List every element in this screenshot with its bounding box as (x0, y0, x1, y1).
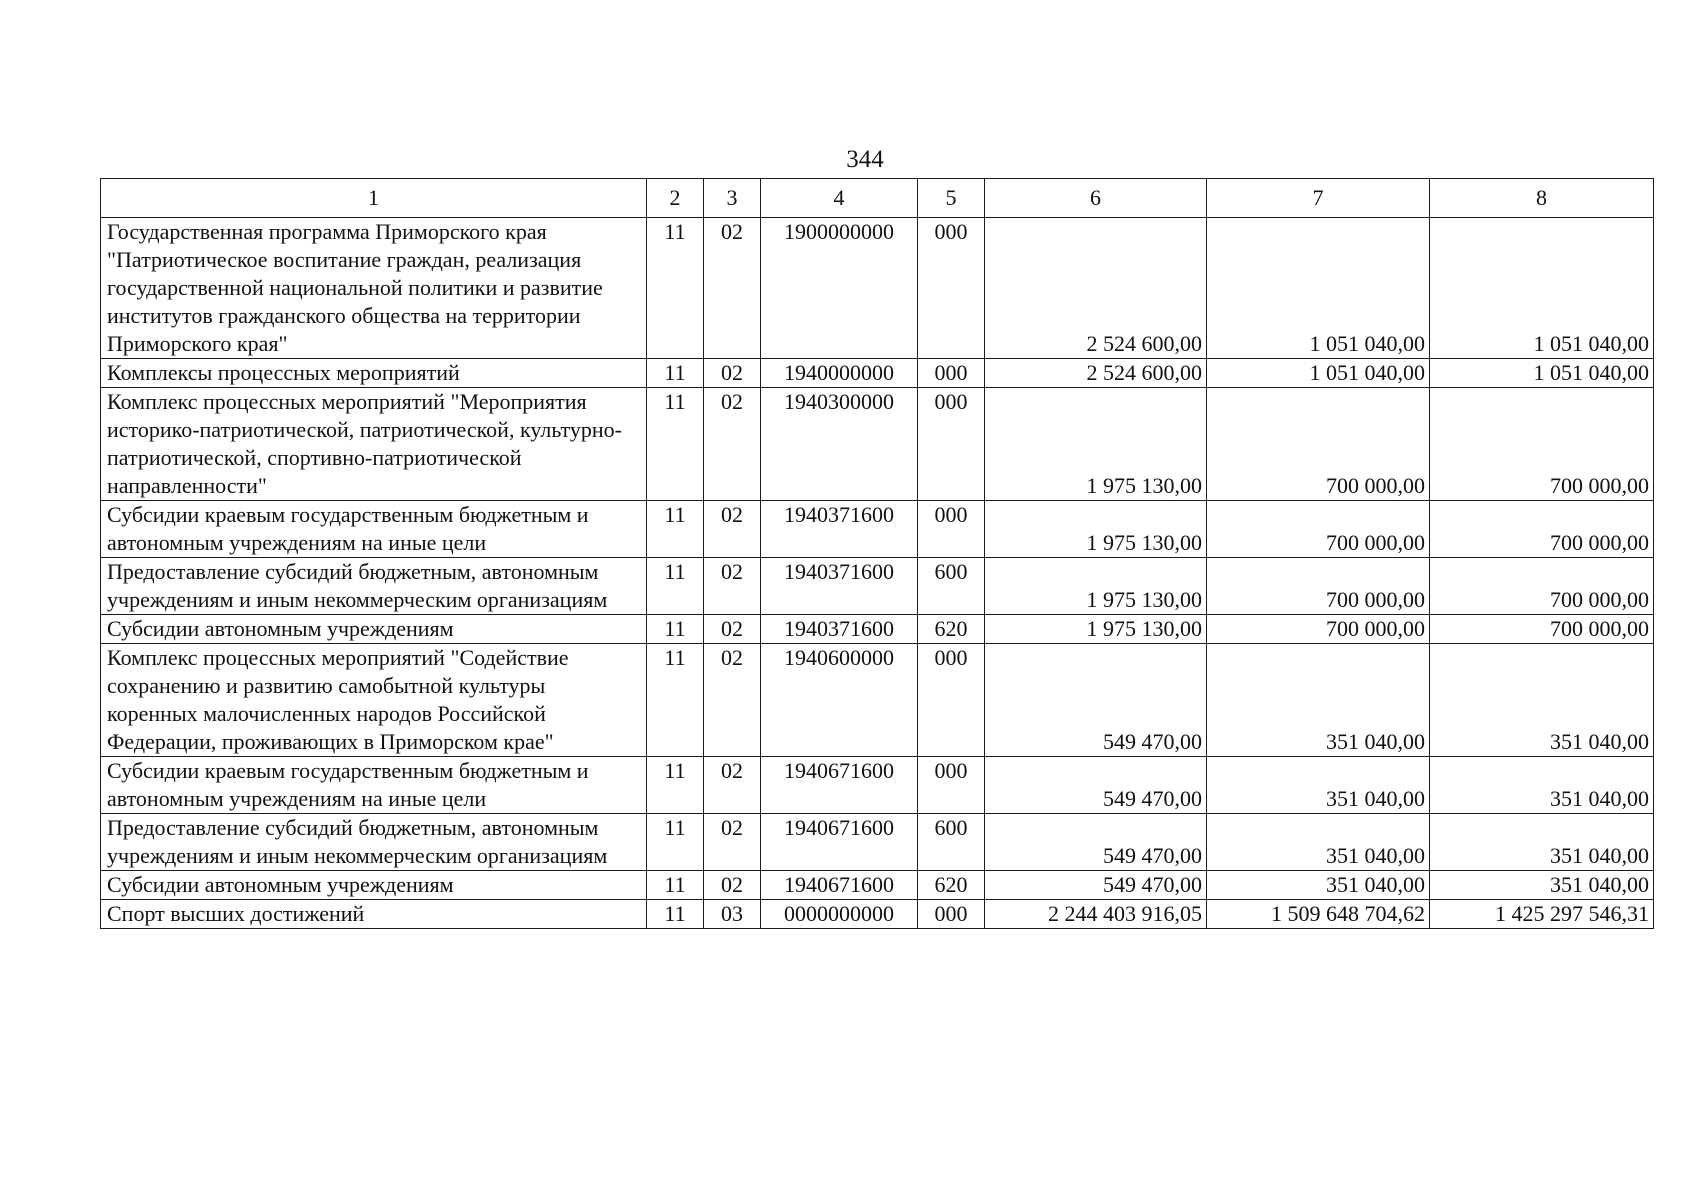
section-code-cell: 11 (647, 814, 704, 871)
expense-type-cell: 620 (918, 871, 985, 900)
section-code-cell: 11 (647, 644, 704, 757)
subsection-code-cell: 02 (704, 558, 761, 615)
amount-col8-cell: 700 000,00 (1430, 388, 1654, 501)
table-row (101, 871, 1654, 900)
table-row (101, 900, 1654, 929)
amount-col8-cell: 700 000,00 (1430, 501, 1654, 558)
subsection-code-cell: 02 (704, 644, 761, 757)
amount-col6-cell: 1 975 130,00 (985, 615, 1207, 644)
target-article-cell: 1940371600 (761, 501, 918, 558)
amount-col6-cell: 549 470,00 (985, 644, 1207, 757)
subsection-code-cell: 02 (704, 871, 761, 900)
header-cell: 7 (1207, 179, 1430, 218)
target-article-cell: 1940300000 (761, 388, 918, 501)
table-row (101, 615, 1654, 644)
header-cell: 6 (985, 179, 1207, 218)
expense-type-cell: 000 (918, 757, 985, 814)
expense-type-cell: 000 (918, 359, 985, 388)
subsection-code-cell: 02 (704, 218, 761, 359)
header-cell: 1 (101, 179, 647, 218)
subsection-code-cell: 03 (704, 900, 761, 929)
subsection-code-cell: 02 (704, 359, 761, 388)
header-cell: 2 (647, 179, 704, 218)
expense-type-cell: 600 (918, 558, 985, 615)
amount-col8-cell: 1 051 040,00 (1430, 218, 1654, 359)
header-cell: 5 (918, 179, 985, 218)
row-name-cell: Комплекс процессных мероприятий "Мероприятия историко-патриотической, патриотической, культурно-патриотической, спортивно-патриотической направленности" (101, 388, 647, 501)
target-article-cell: 1940000000 (761, 359, 918, 388)
section-code-cell: 11 (647, 757, 704, 814)
target-article-cell: 1940371600 (761, 558, 918, 615)
section-code-cell: 11 (647, 388, 704, 501)
amount-col8-cell: 351 040,00 (1430, 644, 1654, 757)
amount-col8-cell: 351 040,00 (1430, 814, 1654, 871)
amount-col6-cell: 549 470,00 (985, 814, 1207, 871)
row-name-cell: Субсидии краевым государственным бюджетным и автономным учреждениям на иные цели (101, 757, 647, 814)
row-name-cell: Субсидии автономным учреждениям (101, 615, 647, 644)
section-code-cell: 11 (647, 501, 704, 558)
row-name-cell: Предоставление субсидий бюджетным, автономным учреждениям и иным некоммерческим организациям (101, 814, 647, 871)
amount-col6-cell: 549 470,00 (985, 757, 1207, 814)
row-name-cell: Комплексы процессных мероприятий (101, 359, 647, 388)
table-row (101, 757, 1654, 814)
table-row (101, 501, 1654, 558)
row-name-cell: Предоставление субсидий бюджетным, автономным учреждениям и иным некоммерческим организациям (101, 558, 647, 615)
row-name-cell: Государственная программа Приморского края "Патриотическое воспитание граждан, реализация государственной национальной политики и развитие институтов гражданского общества на территории Приморского края" (101, 218, 647, 359)
header-cell: 8 (1430, 179, 1654, 218)
expense-type-cell: 620 (918, 615, 985, 644)
amount-col7-cell: 700 000,00 (1207, 558, 1430, 615)
amount-col6-cell: 1 975 130,00 (985, 558, 1207, 615)
expense-type-cell: 600 (918, 814, 985, 871)
table-row (101, 388, 1654, 501)
amount-col8-cell: 700 000,00 (1430, 615, 1654, 644)
amount-col7-cell: 351 040,00 (1207, 644, 1430, 757)
table-row (101, 218, 1654, 359)
section-code-cell: 11 (647, 900, 704, 929)
page-number: 344 (846, 146, 884, 173)
amount-col6-cell: 2 244 403 916,05 (985, 900, 1207, 929)
target-article-cell: 1940671600 (761, 871, 918, 900)
table-row (101, 558, 1654, 615)
target-article-cell: 1940671600 (761, 757, 918, 814)
expense-type-cell: 000 (918, 501, 985, 558)
subsection-code-cell: 02 (704, 814, 761, 871)
target-article-cell: 1940371600 (761, 615, 918, 644)
subsection-code-cell: 02 (704, 501, 761, 558)
subsection-code-cell: 02 (704, 388, 761, 501)
header-row (101, 179, 1654, 218)
section-code-cell: 11 (647, 359, 704, 388)
amount-col7-cell: 700 000,00 (1207, 501, 1430, 558)
amount-col8-cell: 351 040,00 (1430, 757, 1654, 814)
amount-col7-cell: 1 051 040,00 (1207, 359, 1430, 388)
table-row (101, 814, 1654, 871)
section-code-cell: 11 (647, 218, 704, 359)
amount-col7-cell: 351 040,00 (1207, 757, 1430, 814)
amount-col6-cell: 2 524 600,00 (985, 218, 1207, 359)
amount-col7-cell: 351 040,00 (1207, 871, 1430, 900)
amount-col7-cell: 700 000,00 (1207, 615, 1430, 644)
subsection-code-cell: 02 (704, 757, 761, 814)
section-code-cell: 11 (647, 871, 704, 900)
amount-col7-cell: 1 509 648 704,62 (1207, 900, 1430, 929)
expense-type-cell: 000 (918, 388, 985, 501)
amount-col6-cell: 1 975 130,00 (985, 501, 1207, 558)
amount-col6-cell: 2 524 600,00 (985, 359, 1207, 388)
amount-col6-cell: 549 470,00 (985, 871, 1207, 900)
target-article-cell: 0000000000 (761, 900, 918, 929)
amount-col7-cell: 1 051 040,00 (1207, 218, 1430, 359)
row-name-cell: Субсидии автономным учреждениям (101, 871, 647, 900)
amount-col6-cell: 1 975 130,00 (985, 388, 1207, 501)
section-code-cell: 11 (647, 615, 704, 644)
amount-col7-cell: 700 000,00 (1207, 388, 1430, 501)
table-row (101, 644, 1654, 757)
row-name-cell: Комплекс процессных мероприятий "Содействие сохранению и развитию самобытной культуры коренных малочисленных народов Российской Федерации, проживающих в Приморском крае" (101, 644, 647, 757)
table-row (101, 359, 1654, 388)
target-article-cell: 1940600000 (761, 644, 918, 757)
target-article-cell: 1940671600 (761, 814, 918, 871)
amount-col8-cell: 1 425 297 546,31 (1430, 900, 1654, 929)
section-code-cell: 11 (647, 558, 704, 615)
amount-col8-cell: 351 040,00 (1430, 871, 1654, 900)
header-cell: 3 (704, 179, 761, 218)
target-article-cell: 1900000000 (761, 218, 918, 359)
amount-col8-cell: 1 051 040,00 (1430, 359, 1654, 388)
expense-type-cell: 000 (918, 900, 985, 929)
expense-type-cell: 000 (918, 644, 985, 757)
expense-type-cell: 000 (918, 218, 985, 359)
amount-col8-cell: 700 000,00 (1430, 558, 1654, 615)
budget-table (100, 178, 1654, 929)
subsection-code-cell: 02 (704, 615, 761, 644)
row-name-cell: Субсидии краевым государственным бюджетным и автономным учреждениям на иные цели (101, 501, 647, 558)
amount-col7-cell: 351 040,00 (1207, 814, 1430, 871)
row-name-cell: Спорт высших достижений (101, 900, 647, 929)
header-cell: 4 (761, 179, 918, 218)
